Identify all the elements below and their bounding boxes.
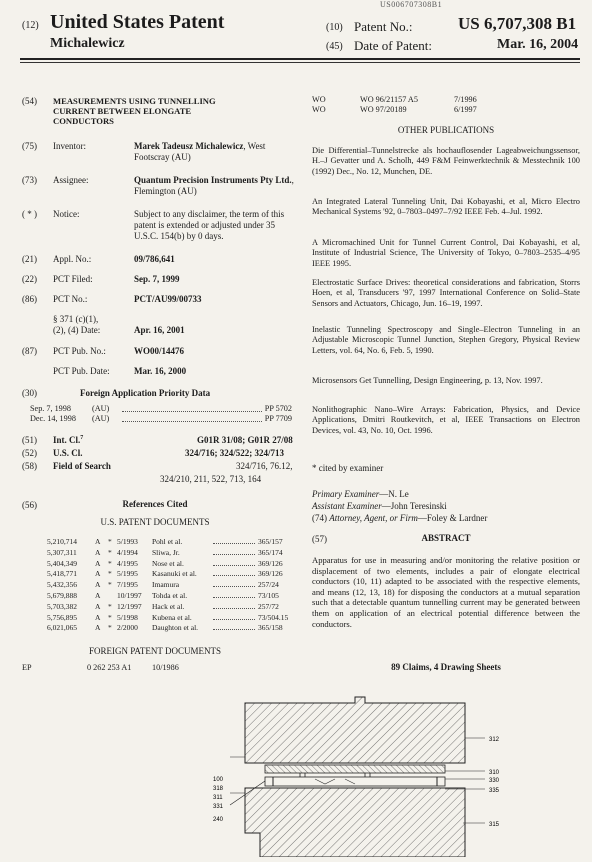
us-patent-row [30,613,310,622]
inid-code-56: (56) [22,500,37,510]
us-patent-kind: A [95,537,101,546]
us-patent-cls: 73/504.15 [258,612,289,622]
foreign-date: 6/1997 [454,105,477,114]
us-patent-row [30,569,310,578]
foreign-number: WO 96/21157 A5 [360,95,418,104]
int-cl-edition: 7 [80,435,84,441]
leader-dots [213,575,255,576]
us-patent-star: * [108,623,112,633]
us-patent-no: 5,756,895 [47,612,77,622]
inventor-name: Marek Tadeusz Michalewicz [134,141,244,151]
inid-code-12: (12) [22,20,39,31]
inid-code-57: (57) [312,534,327,544]
foreign-office: WO [312,95,326,104]
foreign-patent-row [312,95,512,105]
us-patent-kind: A [95,623,101,633]
publication-entry: Die Differential–Tunnelstrecke als hochauflosender Lageabweichungssensor, H.–J Gevatter und A. Scholh, 449 F&M Feinwerktechnik & Messtechnik 100 (1992) Dec., No. 12, Munchen, DE. [312,146,580,176]
title-line-3: CONDUCTORS [53,116,114,126]
foreign-office: EP [22,663,32,672]
priority-row [30,414,292,424]
date-of-patent-label: Date of Patent: [354,38,432,53]
us-cl-label: U.S. Cl. [53,448,83,458]
field-of-search-label: Field of Search [53,461,111,471]
leader-dots [213,565,255,566]
leader-dots [122,411,262,412]
int-cl-label [53,435,83,445]
primary-examiner [312,489,409,500]
priority-row [30,404,292,414]
attorney-label: Attorney, Agent, or Firm [329,513,418,523]
leader-dots [213,543,255,544]
us-patent-row [30,623,310,632]
ref-label: 330 [489,778,500,784]
barcode-number: US006707308B1 [380,0,443,9]
assistant-examiner [312,501,447,512]
us-patent-row [30,580,310,589]
inid-code-75: (75) [22,141,37,151]
leader-dots [213,619,255,620]
us-patent-cls: 257/72 [258,601,279,611]
us-patent-row [30,548,310,557]
date-of-patent: Mar. 16, 2004 [497,37,579,52]
leader-dots [213,597,255,598]
assignee-label: Assignee: [53,175,89,185]
publication-entry: An Integrated Lateral Tunneling Unit, Dai Kobayashi, et al, Micro Electro Mechanical Systems '92, 0–7803–0497–7/92 IEEE Feb. 4–Jul. 1992. [312,197,580,217]
invention-title [53,96,303,126]
inid-code-45: (45) [326,41,343,52]
patent-no-label: Patent No.: [354,19,413,34]
us-patent-name: Nose et al. [152,558,184,568]
us-patent-kind: A [95,547,101,557]
conductor-layer-lower [265,777,445,786]
int-cl-value: G01R 31/08; G01R 27/08 [197,435,293,445]
us-patent-row [30,591,310,600]
abstract-text: Apparatus for use in measuring and/or monitoring the relative position or displacement of two elements, includes a pair of elongate electrical conductors (10, 11) adapted to be associated with the respective elements, and means (12, 13, 18) for disposing the conductors at a mutual separation such that a detectable quantum tunnelling current may be generated between them on application of an electrical potential difference between the conductors. [312,555,580,629]
inid-code-54: (54) [22,96,37,106]
us-patent-no: 5,210,714 [47,537,77,546]
us-patent-kind: A [95,591,101,600]
us-patent-name: Sliwa, Jr. [152,547,180,557]
attorney-name: —Foley & Lardner [417,513,488,523]
us-patent-star: * [108,537,112,546]
title-line-2: CURRENT BETWEEN ELONGATE [53,106,192,116]
inventor-surname: Michalewicz [50,36,125,51]
us-patent-no: 5,679,888 [47,591,77,600]
assignee-name: Quantum Precision Instruments Pty Ltd. [134,175,292,185]
references-cited-title: References Cited [122,499,188,509]
foreign-number: 0 262 253 A1 [87,663,132,672]
leader-dots [213,629,255,630]
inid-code-30: (30) [22,388,37,398]
inid-code-86: (86) [22,294,37,304]
foreign-date: 10/1986 [152,663,179,672]
us-patent-no: 6,021,065 [47,623,77,633]
us-patent-name: Kubena et al. [152,612,192,622]
priority-number: PP 5702 [264,404,292,413]
ref-label: 335 [489,788,500,794]
us-patent-star: * [108,612,112,622]
us-patent-cls: 365/157 [258,537,283,546]
ref-label: 318 [213,786,224,792]
appl-no-label: Appl. No.: [53,254,92,264]
field-of-search-value-1: 324/716, 76.12, [236,461,293,471]
us-patent-name: Pohl et al. [152,537,183,546]
cross-section-drawing [205,693,525,857]
s371-date: Apr. 16, 2001 [134,325,185,335]
pct-filed-label: PCT Filed: [53,274,93,284]
title-line-1: MEASUREMENTS USING TUNNELLING [53,96,216,106]
us-patent-row [30,537,310,546]
publication-entry: Nonlithographic Nano–Wire Arrays: Fabrication, Physics, and Device Applications, Dmitri Routkevitch, et al, IEEE Transactions on Electron Devices, vol. 43, No. 10, Oct. 1996. [312,405,580,435]
header-rule-thin [20,62,580,63]
foreign-office: WO [312,105,326,114]
us-patent-date: 4/1995 [117,558,138,568]
priority-number: PP 7709 [264,414,292,423]
us-patent-row [30,602,310,611]
cited-by-examiner: * cited by examiner [312,463,384,473]
us-patent-kind: A [95,601,101,611]
inid-code-87: (87) [22,346,37,356]
foreign-patent-row [312,105,512,115]
inventor-label: Inventor: [53,141,86,151]
pct-pub-date-label: PCT Pub. Date: [53,366,110,376]
us-patent-kind: A [95,569,101,579]
us-patent-no: 5,703,382 [47,601,77,611]
ref-label: 331 [213,804,224,810]
leader-dots [213,608,255,609]
us-patent-cls: 365/174 [258,547,283,557]
lower-body [245,788,465,857]
inid-code-58: (58) [22,461,37,471]
us-patent-no: 5,432,356 [47,580,77,590]
other-publications-title: OTHER PUBLICATIONS [397,125,495,135]
inid-code-22: (22) [22,274,37,284]
us-patent-date: 5/1998 [117,612,138,622]
us-patent-date: 5/1995 [117,569,138,579]
us-patent-star: * [108,558,112,568]
s371-line-1: § 371 (c)(1), [53,314,99,324]
us-patent-cls: 369/126 [258,558,283,568]
us-patent-row [30,559,310,568]
us-patent-name: Daughton et al. [152,623,199,633]
us-patent-no: 5,418,771 [47,569,77,579]
notice-label: Notice: [53,209,80,219]
s371-line-2: (2), (4) Date: [53,325,101,335]
us-patent-date: 4/1994 [117,547,138,557]
us-patent-date: 7/1995 [117,580,138,590]
claims-and-sheets: 89 Claims, 4 Drawing Sheets [391,662,501,672]
us-patent-date: 5/1993 [117,537,138,546]
us-patent-date: 2/2000 [117,623,138,633]
us-patent-no: 5,404,349 [47,558,77,568]
leader-dots [213,586,255,587]
notice-text: Subject to any disclaimer, the term of this patent is extended or adjusted under 35 U.S.C. 154(b) by 0 days. [134,209,285,241]
us-patent-cls: 365/158 [258,623,283,633]
us-cl-value: 324/716; 324/522; 324/713 [185,448,284,458]
publication-entry: Microsensors Get Tunnelling, Design Engineering, p. 13, Nov. 1997. [312,376,543,385]
us-patent-no: 5,307,311 [47,547,77,557]
inventor-value [134,141,299,163]
inid-code-52: (52) [22,448,37,458]
us-patent-date: 12/1997 [117,601,142,611]
pct-pub-no: WO00/14476 [134,346,185,356]
foreign-patent-row [22,663,222,673]
patent-number: US 6,707,308 B1 [458,14,577,33]
inid-code-21: (21) [22,254,37,264]
appl-no: 09/786,641 [134,254,175,264]
us-patent-star: * [108,580,112,590]
us-patent-star: * [108,601,112,611]
tunnel-gap-marks [300,773,370,777]
us-patent-documents-title: U.S. PATENT DOCUMENTS [100,517,210,527]
leader-dots [213,554,255,555]
us-patent-name: Kasanuki et al. [152,569,197,579]
pct-pub-date: Mar. 16, 2000 [134,366,187,376]
foreign-date: 7/1996 [454,95,477,104]
us-patent-date: 10/1997 [117,591,142,600]
priority-country: (AU) [92,414,110,423]
ref-label: 310 [489,770,500,776]
us-patent-kind: A [95,612,101,622]
priority-country: (AU) [92,404,110,413]
inventor-location: , West Footscray (AU) [134,141,266,162]
ref-label: 312 [489,737,500,743]
abstract-title: ABSTRACT [421,533,471,543]
us-patent-kind: A [95,558,101,568]
us-patent-cls: 257/24 [258,580,279,590]
us-patent-star: * [108,547,112,557]
ref-label: 311 [213,795,223,801]
publication-entry: A Micromachined Unit for Tunnel Current Control, Dai Kobayashi, et al, Institute of Industrial Science, The University of Tokyo, 0–7803–2535–4/95 IEEE 1995. [312,238,580,268]
field-of-search-value-2: 324/210, 211, 522, 713, 164 [160,474,262,484]
inid-code-notice: ( * ) [22,209,37,219]
foreign-number: WO 97/20189 [360,105,407,114]
foreign-patent-documents-title: FOREIGN PATENT DOCUMENTS [88,646,222,656]
header-rule [20,58,580,60]
us-patent-name: Imamura [152,580,180,590]
us-patent-name: Tohda et al. [152,591,188,600]
primary-examiner-label: Primary Examiner [312,489,380,499]
us-patent-cls: 73/105 [258,591,279,600]
ref-label: 240 [213,817,224,823]
int-cl-text: Int. Cl. [53,435,81,445]
inid-code-74: (74) [312,513,327,523]
ref-label: 100 [213,777,224,783]
us-patent-kind: A [95,580,101,590]
patent-type-title: United States Patent [50,11,225,33]
pct-no: PCT/AU99/00733 [134,294,202,304]
upper-body [245,697,465,763]
ref-label: 315 [489,822,500,828]
priority-data-title: Foreign Application Priority Data [80,388,211,398]
attorney [312,513,487,524]
primary-examiner-name: —N. Le [379,489,409,499]
assignee-value [134,175,299,197]
leader-dots [122,421,262,422]
assignee-location: , Flemington (AU) [134,175,294,196]
inid-code-51: (51) [22,435,37,445]
us-patent-name: Hack et al. [152,601,185,611]
patent-drawing [205,693,525,857]
us-patent-star: * [108,569,112,579]
priority-date: Dec. 14, 1998 [30,414,76,423]
pct-no-label: PCT No.: [53,294,88,304]
inid-code-73: (73) [22,175,37,185]
assistant-examiner-name: —John Teresinski [381,501,447,511]
publication-entry: Inelastic Tunneling Spectroscopy and Single–Electron Tunneling in an Adjustable Microscopic Tunnel Junction, Stephen Gregory, Physical Review Letters, vol. 64, No. 6, Feb. 5, 1990. [312,325,580,355]
priority-date: Sep. 7, 1998 [30,404,71,413]
inid-code-10: (10) [326,22,343,33]
pct-pub-no-label: PCT Pub. No.: [53,346,106,356]
assistant-examiner-label: Assistant Examiner [312,501,382,511]
conductor-layer-upper [265,765,445,773]
us-patent-cls: 369/126 [258,569,283,579]
pct-filed: Sep. 7, 1999 [134,274,180,284]
publication-entry: Electrostatic Surface Drives: theoretical considerations and fabrication, Storrs Hoen, et al, Transducers '97, 1997 International Conference on Solid–State Sensors and Actuators, Chicago, Jun. 16–19, 1997. [312,278,580,308]
